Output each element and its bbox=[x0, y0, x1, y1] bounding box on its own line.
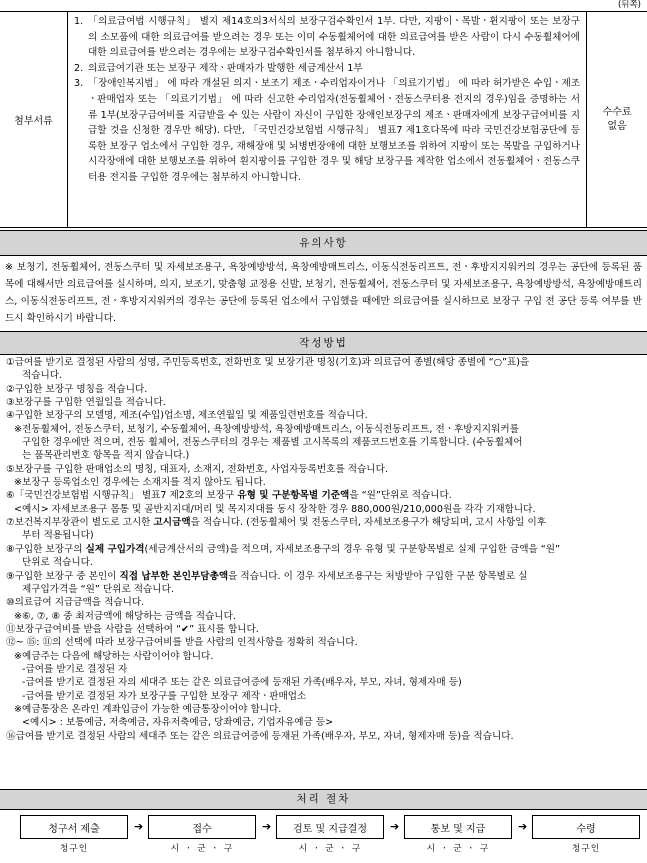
method-line-marker: ② bbox=[6, 383, 15, 395]
method-line-text: 급여를 받기로 결정된 자의 세대주 또는 같은 의료급여증에 등재된 가족(배우자, 부모, 자녀, 형제자매 등) bbox=[25, 677, 462, 689]
process-step-actor: 청구인 bbox=[59, 844, 89, 854]
method-line-marker: ⑦ bbox=[6, 517, 15, 529]
method-line-marker: - bbox=[22, 663, 26, 675]
method-line-text: 구입한 보장구 중 본인이 직접 납부한 본인부담총액을 적습니다. 이 경우 자세보조용구는 처방받아 구입한 구분 항목별로 실 bbox=[14, 570, 528, 582]
process-step-actor: 시 ㆍ 군 ㆍ 구 bbox=[170, 844, 234, 854]
method-line-text: 부터 적용됩니다) bbox=[22, 530, 94, 542]
caution-header: 유의사항 bbox=[0, 230, 647, 256]
method-line-text: 보장구를 구입한 판매업소의 명칭, 대표자, 소재지, 전화번호, 사업자등록번호를 적습니다. bbox=[14, 463, 388, 475]
method-line bbox=[6, 716, 641, 729]
method-line bbox=[6, 503, 641, 516]
method-line bbox=[6, 463, 641, 476]
attachment-item-text: 「장애인복지법」 에 따라 개설된 의지ㆍ보조기 제조ㆍ수리업자이거나 「의료기기법」 에 따라 허가받은 수입ㆍ제조ㆍ판매업자 또는 「의료기기법」 에 따라 신고한 수리업자(전동휠체어ㆍ전동스쿠터용 전지의 경우)임을 증명하는 서류 1부(보장구급여비를 지급받을 수 있는 사람이 자신이 구입한 장애인보장구의 제조ㆍ판매자에게 보장구급여비를 지급할 것을 신청한 경우만 해당). 다만, 「국민건강보험법 시행규칙」 별표7 제1호다목에 따라 국민건강보험공단에 등록한 보장구 업소에서 구입한 경우, 재해장애 및 뇌병변장애에 대한 보행보조를 위하여 지팡이 또는 목발을 구입하거나 시각장애에 대한 보행보조를 위하여 흰지팡이를 구입한 경우 및 해당 보장구를 제작한 업소에서 전동휠체어ㆍ전동스쿠터용 전지를 구입한 경우에는 첨부하지 아니합니다. bbox=[88, 78, 580, 183]
process-step: 통보 및 지급 bbox=[404, 815, 512, 839]
method-line-text: 급여를 받기로 결정된 사람의 성명, 주민등록번호, 전화번호 및 보장기관 명칭(기호)과 의료급여 종별(해당 종별에 “○”표)을 bbox=[14, 357, 530, 368]
method-line bbox=[6, 730, 641, 743]
method-line-marker: - bbox=[22, 677, 26, 689]
fee-cell bbox=[587, 12, 647, 227]
method-line-text: 예금통장은 온라인 계좌입금이 가능한 예금통장이어야 합니다. bbox=[22, 703, 282, 715]
arrow-right-icon: ➔ bbox=[262, 820, 272, 833]
caution-mark: ※ bbox=[5, 262, 14, 273]
process-step-actor: 청구인 bbox=[571, 844, 601, 854]
arrow-right-icon: ➔ bbox=[518, 820, 528, 833]
process-step: 검토 및 지급결정 bbox=[276, 815, 384, 839]
attachments-list bbox=[68, 12, 587, 227]
process-step: 청구서 제출 bbox=[20, 815, 128, 839]
method-line bbox=[6, 383, 641, 396]
method-line bbox=[6, 623, 641, 636]
fee-text: 수수료 없음 bbox=[602, 106, 632, 132]
continued-note: (뒤쪽) bbox=[617, 0, 641, 10]
attachment-item bbox=[74, 61, 580, 77]
attachment-item-number: 3. bbox=[74, 78, 84, 90]
method-line bbox=[6, 476, 641, 489]
method-line-text: 제구입가격을 “원” 단위로 적습니다. bbox=[22, 583, 174, 595]
method-line bbox=[6, 449, 641, 462]
method-line-text: <예시> : 보통예금, 저축예금, 자유저축예금, 당좌예금, 기업자유예금 등> bbox=[22, 717, 334, 729]
method-line-text: 의료급여 지급금액을 적습니다. bbox=[14, 597, 145, 609]
attachment-item-number: 1. bbox=[74, 16, 84, 27]
method-line bbox=[6, 636, 641, 649]
method-line-text: 급여를 받기로 결정된 자 bbox=[25, 663, 128, 675]
method-line-text: ⑥, ⑦, ⑧ 중 최저금액에 해당하는 금액을 적습니다. bbox=[22, 610, 236, 622]
process-step-actor: 시 ㆍ 군 ㆍ 구 bbox=[298, 844, 362, 854]
method-line-text: 구입한 보장구 명칭을 적습니다. bbox=[14, 383, 148, 395]
method-line bbox=[6, 596, 641, 609]
method-line-text: 보장구를 구입한 연월일을 적습니다. bbox=[14, 397, 166, 409]
method-line-text: 급여를 받기로 결정된 사람의 세대주 또는 같은 의료급여증에 등재된 가족(배우자, 부모, 자녀, 형제자매 등)을 적습니다. bbox=[15, 730, 514, 742]
attachment-item-text: 「의료급여법 시행규칙」 별지 제14호의3서식의 보장구검수확인서 1부. 다만, 지팡이ㆍ목발ㆍ휜지팡이 또는 보장구의 소모품에 대한 의료급여를 받으려는 경우 또는 이미 수동휠체어에 대한 의료급여를 받은 사람이 다시 수동휠체어에 대한 의료급여를 받으려는 경우에는 보장구검수확인서를 첨부하지 아니합니다. bbox=[88, 16, 580, 59]
attachment-item-text: 의료급여기관 또는 보장구 제작ㆍ판매자가 발행한 세금계산서 1부 bbox=[88, 62, 363, 74]
method-line-text: 보장구급여비를 받을 사람을 선택하여 “✔” 표시를 합니다. bbox=[15, 623, 259, 635]
method-line-text: 구입한 경우에만 적으며, 전동 휠체어, 전동스쿠터의 경우는 제품별 고시목록의 제품코드번호를 기록합니다. (수동휠체어 bbox=[22, 437, 523, 449]
method-line bbox=[6, 690, 641, 703]
method-line-text: 는 품목관리번호 항목을 적지 않습니다.) bbox=[22, 450, 190, 462]
method-line bbox=[6, 663, 641, 676]
method-line-marker: ③ bbox=[6, 397, 15, 409]
caution-text: 보청기, 전동휠체어, 전동스쿠터 및 자세보조용구, 욕창예방방석, 욕창예방매트리스, 이동식전동리프트, 전ㆍ후방지지워커의 경우는 공단에 등록된 품목에 대해서만 의료급여를 실시하며, 의지, 보조기, 맞춤형 교정용 신발, 보청기, 전동휠체어, 전동스쿠터 및 자세보조용구, 욕창예방방석, 욕창예방매트리스, 이동식전동리프트, 전ㆍ후방지지워커의 경우는 공단에 등록된 업소에서 구입했을 때에만 의료급여를 실시하므로 보장구 구입 전 공단 등록 여부를 반드시 확인하시기 바랍니다. bbox=[5, 262, 642, 324]
method-line bbox=[6, 423, 641, 436]
method-line bbox=[6, 676, 641, 689]
method-list bbox=[0, 356, 647, 743]
method-line bbox=[6, 369, 641, 382]
method-line-marker: ※ bbox=[14, 423, 23, 435]
method-line-text: 구입한 보장구의 모델명, 제조(수입)업소명, 제조연월일 및 제품일련번호를 적습니다. bbox=[14, 410, 368, 422]
method-line bbox=[6, 543, 641, 556]
method-line-marker: ⑯ bbox=[6, 730, 16, 742]
method-line bbox=[6, 583, 641, 596]
arrow-right-icon: ➔ bbox=[134, 820, 144, 833]
method-line-marker: ※ bbox=[14, 477, 23, 489]
method-line bbox=[6, 516, 641, 529]
method-header: 작성방법 bbox=[0, 331, 647, 355]
method-line-marker: ※ bbox=[14, 703, 23, 715]
process-step: 접수 bbox=[148, 815, 256, 839]
method-line-text: 적습니다. bbox=[22, 370, 63, 382]
process-flow bbox=[0, 810, 647, 863]
process-step-actor: 시 ㆍ 군 ㆍ 구 bbox=[426, 844, 490, 854]
method-line bbox=[6, 570, 641, 583]
attachment-item bbox=[74, 76, 580, 185]
method-line-text: <예시> 자세보조용구 몸통 및 골반지지대/머리 및 목지지대를 동시 장착한 경우 880,000원/210,000원을 각각 기재합니다. bbox=[14, 503, 536, 515]
method-line-text: ~ ⑮: ⑪의 선택에 따라 보장구급여비를 받을 사람의 인적사항을 정확히 적습니다. bbox=[15, 637, 358, 649]
method-line bbox=[6, 703, 641, 716]
method-line-text: 구입한 보장구의 실제 구입가격(세금계산서의 금액)을 적으며, 자세보조용구의 경우 유형 및 구분항목별로 실제 구입한 금액을 “원” bbox=[14, 543, 561, 555]
method-line-text: 전동휠체어, 전동스쿠터, 보청기, 수동휠체어, 욕창예방방석, 욕창예방매트리스, 이동식전동리프트, 전ㆍ후방지지워커를 bbox=[22, 423, 519, 435]
method-line-marker: - bbox=[22, 690, 26, 702]
method-line bbox=[6, 650, 641, 663]
method-line bbox=[6, 610, 641, 623]
method-line-marker: ⑪ bbox=[6, 623, 16, 635]
method-line-marker: ⑫ bbox=[6, 637, 16, 649]
method-line-marker: ⑧ bbox=[6, 543, 15, 555]
method-line bbox=[6, 529, 641, 542]
method-line-marker: ⑥ bbox=[6, 490, 15, 502]
process-step: 수령 bbox=[532, 815, 640, 839]
method-line bbox=[6, 556, 641, 569]
method-line-marker: ⑨ bbox=[6, 570, 15, 582]
method-line-marker: ④ bbox=[6, 410, 15, 422]
method-line-text: 「국민건강보험법 시행규칙」 별표7 제2호의 보장구 유형 및 구분항목별 기준액을 “원”단위로 적습니다. bbox=[14, 490, 452, 502]
process-header: 처리 절차 bbox=[0, 789, 647, 810]
method-line bbox=[6, 409, 641, 422]
method-line-marker: ⑩ bbox=[6, 597, 15, 609]
method-line-text: 급여를 받기로 결정된 자가 보장구를 구입한 보장구 제작ㆍ판매업소 bbox=[25, 690, 307, 702]
attachment-item bbox=[74, 14, 580, 61]
method-line-text: 보건복지부장관이 별도로 고시한 고시금액을 적습니다. (전동휠체어 및 전동스쿠터, 자세보조용구가 해당되며, 고시 사항일 이후 bbox=[14, 517, 547, 529]
attachments-label: 첨부서류 bbox=[0, 12, 68, 227]
method-line bbox=[6, 436, 641, 449]
method-line-text: 예금주는 다음에 해당하는 사람이어야 합니다. bbox=[22, 650, 214, 662]
method-line bbox=[6, 356, 641, 369]
method-line-marker: ※ bbox=[14, 610, 23, 622]
method-line-text: 보장구 등록업소인 경우에는 소재지를 적지 않아도 됩니다. bbox=[22, 477, 266, 489]
attachments-section bbox=[0, 11, 647, 228]
attachment-item-number: 2. bbox=[74, 62, 84, 74]
method-line-marker: ⑤ bbox=[6, 463, 15, 475]
method-line-marker: ① bbox=[6, 357, 15, 368]
caution-section bbox=[0, 258, 647, 327]
method-line bbox=[6, 396, 641, 409]
method-line-marker: ※ bbox=[14, 650, 23, 662]
arrow-right-icon: ➔ bbox=[390, 820, 400, 833]
method-line-text: 단위로 적습니다. bbox=[22, 557, 93, 569]
method-line bbox=[6, 489, 641, 502]
